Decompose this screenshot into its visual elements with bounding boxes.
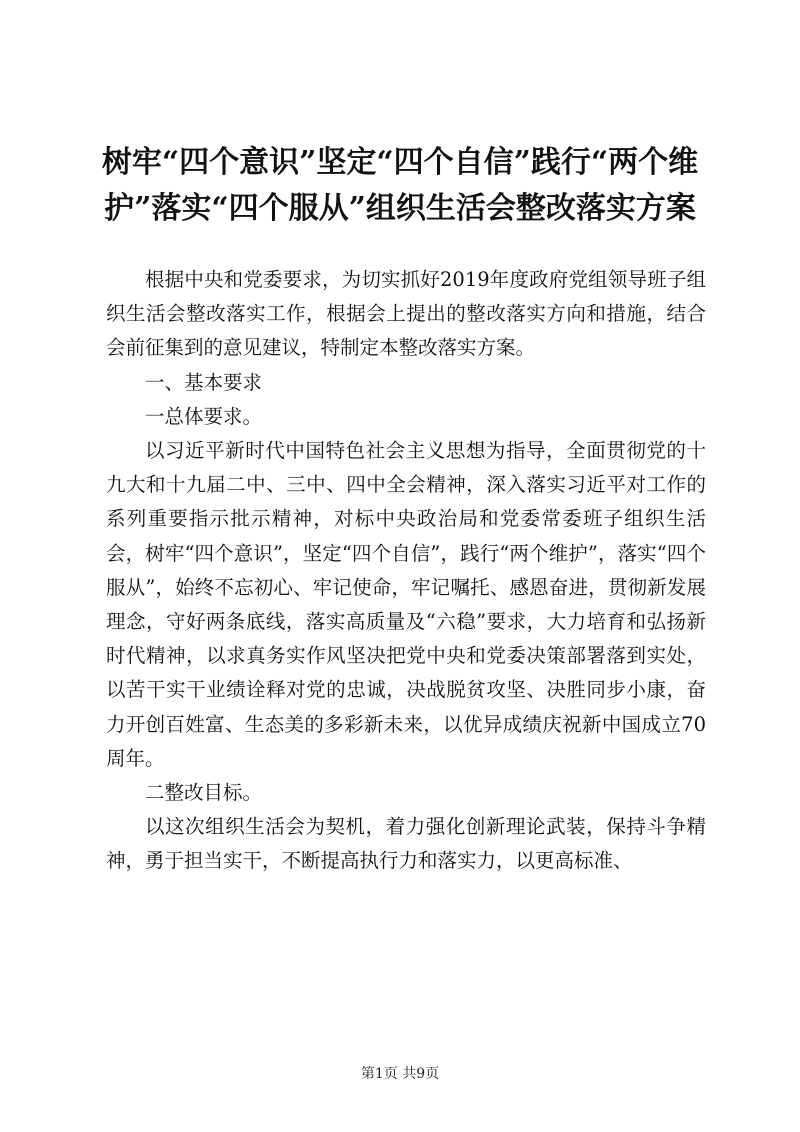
paragraph-intro: 根据中央和党委要求，为切实抓好2019年度政府党组领导班子组织生活会整改落实工作，根据会上提出的整改落实方向和措施，结合会前征集到的意见建议，特制定本整改落实方案。 [106, 268, 706, 360]
document-body [106, 263, 706, 879]
paragraph-goals: 以这次组织生活会为契机，着力强化创新理论武装，保持斗争精神，勇于担当实干，不断提高执行力和落实力，以更高标准、 [106, 815, 706, 873]
heading-basic-requirements: 一、基本要求 [145, 370, 263, 394]
paragraph-guiding-thought: 以习近平新时代中国特色社会主义思想为指导，全面贯彻党的十九大和十九届二中、三中、四中全会精神，深入落实习近平对工作的系列重要指示批示精神，对标中央政治局和党委常委班子组织生活会，树牢“四个意识”，坚定“四个自信”，践行“两个维护”，落实“四个服从”，始终不忘初心、牢记使命，牢记嘱托、感恩奋进，贯彻新发展理念，守好两条底线，落实高质量及“六稳”要求，大力培育和弘扬新时代精神，以求真务实作风坚决把党中央和党委决策部署落到实处，以苦干实干业绩诠释对党的忠诚，决战脱贫攻坚、决胜同步小康，奋力开创百姓富、生态美的多彩新未来，以优异成绩庆祝新中国成立70周年。 [106, 439, 706, 770]
document-title: 树牢“四个意识”坚定“四个自信”践行“两个维护”落实“四个服从”组织生活会整改落实方案 [101, 145, 699, 226]
subheading-overall-requirements: 一总体要求。 [145, 404, 263, 428]
page-footer: 第1页 共9页 [360, 1066, 440, 1082]
subheading-rectification-goals: 二整改目标。 [145, 781, 263, 805]
